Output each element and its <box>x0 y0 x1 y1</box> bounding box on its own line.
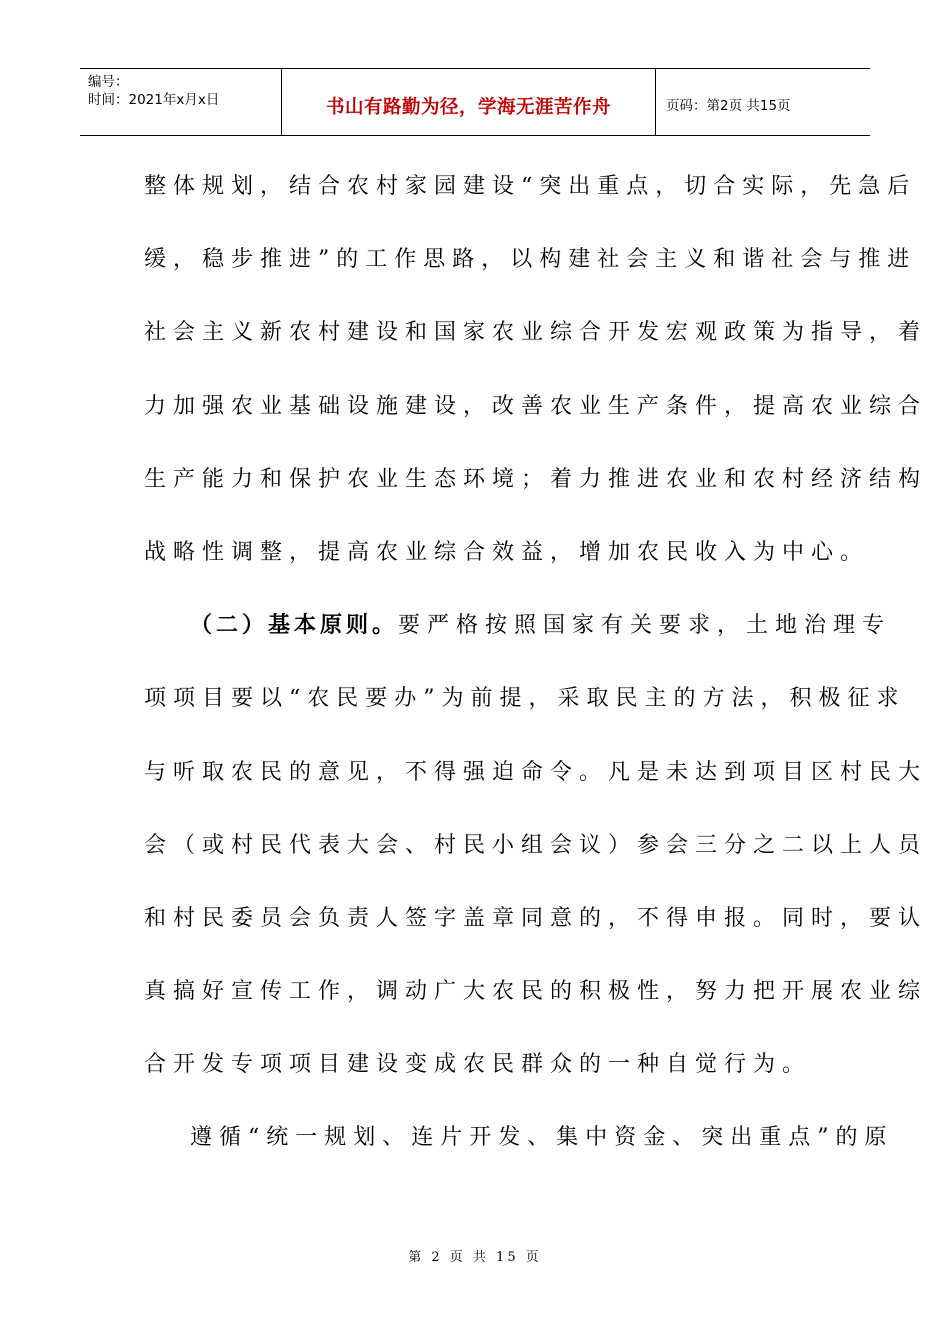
body-line: 和村民委员会负责人签字盖章同意的，不得申报。同时，要认 <box>144 905 928 931</box>
last-paragraph-line: 遵循“统一规划、连片开发、集中资金、突出重点”的原 <box>190 1125 894 1151</box>
header-motto-cell <box>282 69 656 135</box>
body-line: 整体规划，结合农村家园建设“突出重点，切合实际，先急后 <box>144 174 917 199</box>
body-line: 生产能力和保护农业生态环境；着力推进农业和农村经济结构 <box>144 466 928 492</box>
body-line: 缓，稳步推进”的工作思路，以构建社会主义和谐社会与推进 <box>144 247 917 273</box>
header-meta-cell <box>80 69 282 135</box>
motto-text: 书山有路勤为径，学海无涯苦作舟 <box>325 97 611 118</box>
principle-first-line-text: 要严格按照国家有关要求，土地治理专 <box>398 613 892 639</box>
body-line: 合开发专项项目建设变成农民群众的一种自觉行为。 <box>144 1052 812 1078</box>
header-page-cell <box>656 69 870 135</box>
body-line: 与听取农民的意见，不得强迫命令。凡是未达到项目区村民大 <box>144 759 928 785</box>
body-line: 力加强农业基础设施建设，改善农业生产条件，提高农业综合 <box>144 393 928 419</box>
principle-first-line <box>144 601 892 674</box>
document-body <box>144 162 928 1187</box>
page-footer: 第 2 页 共 15 页 <box>408 1250 542 1265</box>
document-header <box>80 68 870 136</box>
principle-heading: （二）基本原则。 <box>190 613 399 639</box>
number-label: 编号： <box>88 74 129 90</box>
body-line: 战略性调整，提高农业综合效益，增加农民收入为中心。 <box>144 539 870 565</box>
body-line: 社会主义新农村建设和国家农业综合开发宏观政策为指导，着 <box>144 320 928 346</box>
body-line: 真搞好宣传工作，调动广大农民的积极性，努力把开展农业综 <box>144 979 928 1005</box>
body-line: 会（或村民代表大会、村民小组会议）参会三分之二以上人员 <box>144 832 928 858</box>
body-line: 项项目要以“农民要办”为前提，采取民主的方法，积极征求 <box>144 686 906 712</box>
page-info: 页码：第2页 共15页 <box>666 98 791 114</box>
time-label: 时间：2021年x月x日 <box>88 92 220 108</box>
